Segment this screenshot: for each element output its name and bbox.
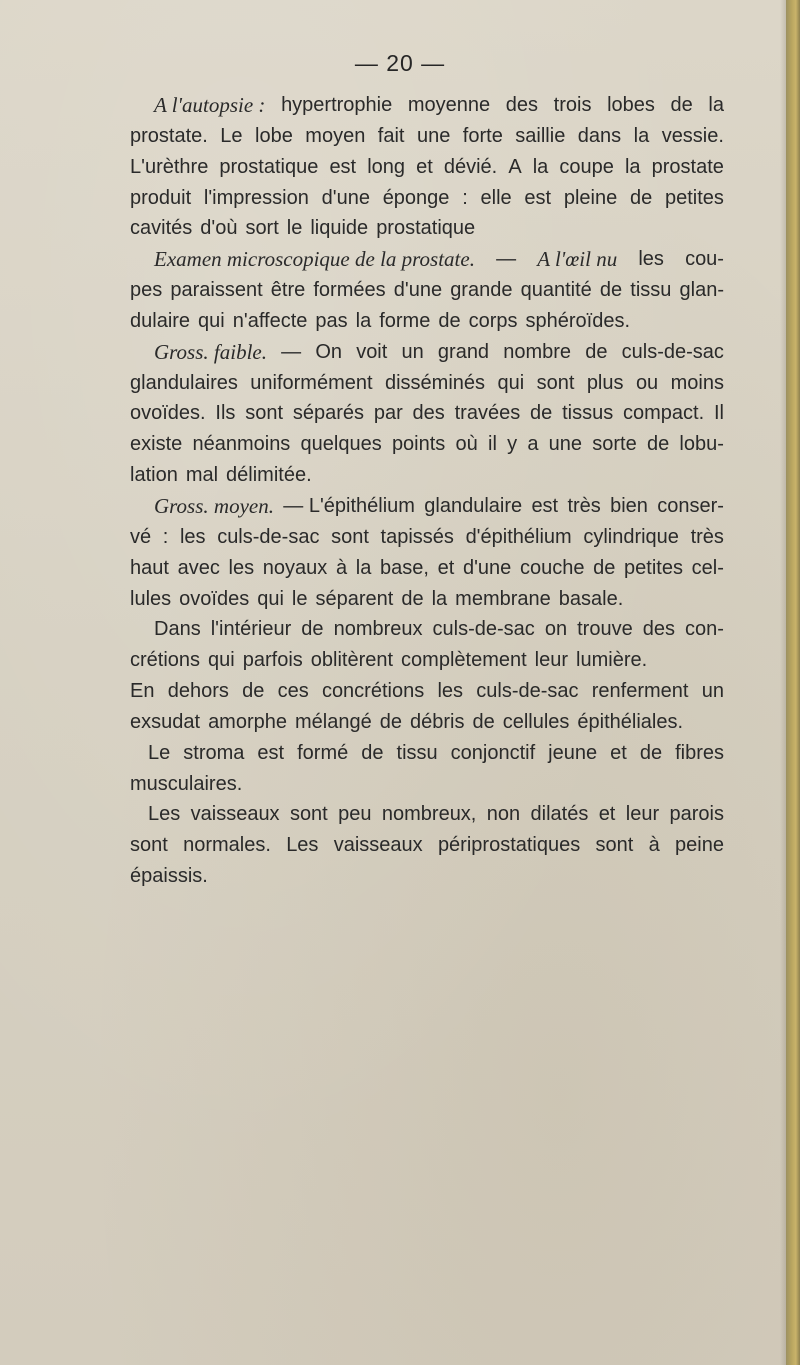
word: conjonctif bbox=[450, 741, 536, 764]
word: une bbox=[416, 124, 451, 147]
text-line bbox=[130, 275, 724, 306]
word: — L'épithélium bbox=[283, 494, 415, 517]
word: pas bbox=[315, 309, 348, 332]
word: leur bbox=[534, 649, 569, 672]
word: la bbox=[532, 155, 549, 178]
text-line bbox=[130, 121, 724, 152]
word: Il bbox=[713, 402, 724, 425]
word: conser- bbox=[657, 494, 724, 517]
word: de bbox=[629, 186, 653, 209]
text-line bbox=[130, 799, 724, 830]
word: d'une bbox=[462, 556, 512, 579]
word: on bbox=[544, 618, 568, 641]
word: quelques bbox=[300, 433, 382, 456]
word: membrane bbox=[455, 587, 551, 610]
word: de bbox=[438, 309, 461, 332]
word: de bbox=[639, 741, 663, 764]
word: vessie. bbox=[661, 124, 724, 147]
word: petites bbox=[624, 556, 683, 579]
word: grande bbox=[450, 279, 513, 302]
text-line bbox=[130, 738, 724, 769]
word: saillie bbox=[515, 124, 566, 147]
word: hypertrophie bbox=[281, 94, 393, 116]
word: moyenne bbox=[407, 94, 491, 116]
word: amorphe bbox=[208, 710, 287, 733]
text-line bbox=[130, 183, 724, 214]
word: tissus bbox=[562, 402, 614, 425]
word: le bbox=[291, 587, 308, 610]
word: tapissés bbox=[380, 525, 454, 548]
word: culs-de-sac bbox=[476, 680, 579, 703]
word: prostate bbox=[651, 155, 724, 178]
word: culs-de-sac bbox=[621, 340, 724, 363]
word: A bbox=[508, 155, 522, 178]
italic-phrase: Gross. moyen. bbox=[154, 493, 274, 518]
word: de bbox=[361, 741, 384, 764]
word: complètement bbox=[401, 649, 527, 672]
word: de bbox=[585, 340, 608, 363]
word: existe bbox=[130, 433, 183, 456]
word: sont bbox=[331, 525, 369, 548]
word: sort bbox=[245, 217, 279, 240]
text-line bbox=[130, 830, 724, 861]
word: cel- bbox=[691, 556, 724, 579]
word: sont bbox=[289, 803, 328, 826]
word: plus bbox=[586, 371, 624, 394]
word: les bbox=[228, 556, 255, 579]
word: con- bbox=[685, 618, 724, 641]
word: pes bbox=[130, 279, 163, 302]
word: fibres bbox=[675, 741, 724, 764]
word: pleine bbox=[563, 186, 618, 209]
word: elle bbox=[480, 186, 512, 209]
word: avec bbox=[177, 556, 220, 579]
word: qui bbox=[257, 587, 284, 610]
word: trois bbox=[553, 94, 592, 116]
word: tissu bbox=[630, 279, 672, 302]
word: glandulaire bbox=[424, 494, 523, 517]
word: points bbox=[391, 433, 446, 456]
text-line bbox=[130, 398, 724, 429]
word: nombreux bbox=[333, 618, 423, 641]
word: couche bbox=[519, 556, 585, 579]
word: par bbox=[373, 402, 403, 425]
word: de bbox=[472, 710, 495, 733]
word: est bbox=[531, 494, 559, 517]
word: disséminés bbox=[384, 371, 486, 394]
word: dulaire bbox=[130, 309, 191, 332]
word: est bbox=[524, 186, 552, 209]
word: peu bbox=[338, 803, 372, 826]
word: y bbox=[507, 433, 518, 456]
word: peine bbox=[675, 834, 724, 857]
word: de bbox=[593, 556, 616, 579]
word: vé bbox=[130, 525, 152, 548]
word: base, bbox=[380, 556, 429, 579]
word: tissu bbox=[396, 741, 438, 764]
word: sphéroïdes. bbox=[525, 309, 630, 332]
word: qui bbox=[198, 309, 225, 332]
word: nombreux, bbox=[381, 803, 477, 826]
word: sont bbox=[595, 834, 634, 857]
word: cavités bbox=[130, 217, 193, 240]
word: stroma bbox=[183, 741, 245, 764]
text-line bbox=[130, 676, 724, 707]
word: la bbox=[431, 587, 448, 610]
word: cou- bbox=[685, 248, 724, 271]
word: liquide bbox=[310, 217, 369, 240]
word: formé bbox=[297, 741, 349, 764]
word: qui bbox=[497, 371, 525, 394]
word: concrétions bbox=[321, 680, 425, 703]
word: sorte bbox=[592, 433, 637, 456]
word: noyaux bbox=[262, 556, 328, 579]
text-line bbox=[130, 244, 724, 275]
word: Dans bbox=[154, 618, 201, 641]
word: parois bbox=[669, 803, 724, 826]
text-line bbox=[130, 769, 724, 800]
word: les bbox=[638, 248, 664, 271]
word: est bbox=[329, 155, 357, 178]
word: On bbox=[315, 340, 343, 363]
word: des bbox=[505, 94, 539, 116]
word: renferment bbox=[591, 680, 689, 703]
word: grand bbox=[437, 340, 490, 363]
word: ces bbox=[277, 680, 309, 703]
word: prostate. bbox=[130, 124, 208, 147]
word: de bbox=[646, 433, 670, 456]
word: a bbox=[527, 433, 539, 456]
word: En bbox=[130, 680, 155, 703]
word: séparés bbox=[292, 402, 365, 425]
word: long bbox=[367, 155, 406, 178]
word: d'une bbox=[393, 279, 443, 302]
word: crétions bbox=[130, 649, 201, 672]
word: la bbox=[633, 124, 650, 147]
word: petites bbox=[664, 186, 724, 209]
word: éponge bbox=[382, 186, 450, 209]
italic-phrase: A l'autopsie : bbox=[154, 93, 266, 117]
word: glandulaires bbox=[130, 371, 238, 394]
word: : bbox=[462, 186, 468, 209]
word: lobe bbox=[255, 124, 293, 147]
word: et bbox=[598, 803, 616, 826]
word: oblitèrent bbox=[310, 649, 394, 672]
word: dilatés bbox=[530, 803, 589, 826]
word: ovoïdes bbox=[179, 587, 250, 610]
word: épithéliales. bbox=[577, 710, 684, 733]
word: dévié. bbox=[443, 155, 498, 178]
word: : bbox=[162, 525, 169, 548]
word: très bbox=[690, 525, 724, 548]
page-number: — 20 — bbox=[354, 50, 446, 76]
word: la bbox=[708, 94, 724, 116]
word: parfois bbox=[242, 649, 303, 672]
word: la bbox=[355, 309, 372, 332]
word: Les bbox=[286, 834, 319, 857]
word: travées bbox=[454, 402, 521, 425]
word: la bbox=[624, 155, 641, 178]
word: où bbox=[455, 433, 478, 456]
word: de bbox=[670, 94, 693, 116]
word: ou bbox=[635, 371, 659, 394]
word: normales. bbox=[183, 834, 271, 857]
word: n'affecte bbox=[232, 309, 308, 332]
word: lobes bbox=[607, 94, 655, 116]
italic-phrase: Examen microscopique de la prostate. bbox=[154, 247, 475, 272]
word: et bbox=[416, 155, 433, 178]
text-line bbox=[130, 861, 724, 892]
word: des bbox=[412, 402, 445, 425]
word: Les bbox=[148, 803, 181, 826]
word: non bbox=[486, 803, 521, 826]
text-line bbox=[130, 707, 724, 738]
word: Ils bbox=[215, 402, 236, 425]
italic-phrase: A l'œil nu bbox=[537, 247, 618, 272]
word: est bbox=[257, 741, 285, 764]
word: coupe bbox=[559, 155, 614, 178]
word: et bbox=[610, 741, 627, 764]
word: à bbox=[335, 556, 348, 579]
word: jeune bbox=[548, 741, 598, 764]
word: basale. bbox=[558, 587, 624, 610]
word: quantité bbox=[520, 279, 592, 302]
word: vaisseaux bbox=[190, 803, 280, 826]
word: voit bbox=[356, 340, 388, 363]
word: Le bbox=[220, 124, 243, 147]
word: cylindrique bbox=[583, 525, 679, 548]
word: sont bbox=[536, 371, 575, 394]
word: un bbox=[401, 340, 424, 363]
word: les bbox=[437, 680, 464, 703]
word: la bbox=[355, 556, 372, 579]
text-line bbox=[130, 584, 724, 615]
word: d'une bbox=[321, 186, 370, 209]
text-line bbox=[130, 491, 724, 522]
word: forte bbox=[462, 124, 503, 147]
word: lules bbox=[130, 587, 172, 610]
word: culs-de-sac bbox=[217, 525, 320, 548]
word: de bbox=[379, 710, 402, 733]
word: musculaires. bbox=[130, 772, 243, 795]
word: glan- bbox=[679, 279, 724, 302]
text-line bbox=[130, 645, 724, 676]
word: très bbox=[567, 494, 601, 517]
word: prostatique bbox=[376, 217, 476, 240]
page-edge bbox=[786, 0, 800, 1365]
word: — bbox=[496, 248, 517, 271]
word: sont bbox=[245, 402, 284, 425]
word: prostatique bbox=[219, 155, 319, 178]
word: de bbox=[599, 279, 623, 302]
word: l'intérieur bbox=[210, 618, 292, 641]
word: sont bbox=[130, 834, 168, 857]
word: nombre bbox=[503, 340, 572, 363]
word: délimitée. bbox=[226, 464, 312, 487]
word: des bbox=[642, 618, 675, 641]
word: de bbox=[301, 618, 324, 641]
text-line bbox=[130, 152, 724, 183]
word: vaisseaux bbox=[333, 834, 423, 857]
text-line bbox=[130, 368, 724, 399]
word: de bbox=[242, 680, 265, 703]
word: qui bbox=[208, 649, 235, 672]
word: de bbox=[401, 587, 424, 610]
italic-phrase: Gross. faible. bbox=[154, 339, 267, 364]
word: compact. bbox=[623, 402, 705, 425]
word: lumière. bbox=[576, 649, 648, 672]
word: à bbox=[648, 834, 660, 857]
word: être bbox=[270, 279, 306, 302]
word: un bbox=[701, 680, 724, 703]
text-line bbox=[130, 553, 724, 584]
word: ovoïdes. bbox=[130, 402, 206, 425]
word: épaissis. bbox=[130, 865, 208, 888]
word: périprostatiques bbox=[437, 834, 581, 857]
word: corps bbox=[468, 309, 518, 332]
word: l'impression bbox=[203, 186, 309, 209]
word: — bbox=[281, 340, 302, 363]
word: d'épithélium bbox=[465, 525, 572, 548]
text-line bbox=[130, 337, 724, 368]
word: débris bbox=[409, 710, 465, 733]
word: bien bbox=[610, 494, 648, 517]
word: dans bbox=[577, 124, 622, 147]
word: séparent bbox=[315, 587, 394, 610]
word: d'où bbox=[200, 217, 238, 240]
word: fait bbox=[377, 124, 405, 147]
word: il bbox=[488, 433, 497, 456]
word: Le bbox=[148, 741, 171, 764]
word: de bbox=[530, 402, 553, 425]
word: les bbox=[179, 525, 206, 548]
body-text bbox=[130, 90, 724, 892]
word: et bbox=[437, 556, 455, 579]
word: dehors bbox=[167, 680, 229, 703]
word: moins bbox=[670, 371, 724, 394]
word: trouve bbox=[577, 618, 633, 641]
word: le bbox=[286, 217, 303, 240]
word: lation bbox=[130, 464, 178, 487]
word: culs-de-sac bbox=[432, 618, 535, 641]
word: moyen bbox=[305, 124, 366, 147]
word: produit bbox=[130, 186, 192, 209]
word: formées bbox=[313, 279, 386, 302]
word: forme bbox=[379, 309, 431, 332]
text-line bbox=[130, 460, 724, 491]
word: néanmoins bbox=[192, 433, 291, 456]
word: lobu- bbox=[679, 433, 724, 456]
text-line bbox=[130, 90, 724, 121]
word: L'urèthre bbox=[130, 155, 209, 178]
text-line bbox=[130, 213, 724, 244]
text-line bbox=[130, 429, 724, 460]
text-line bbox=[130, 522, 724, 553]
word: exsudat bbox=[130, 710, 201, 733]
word: mélangé bbox=[295, 710, 372, 733]
word: cellules bbox=[502, 710, 570, 733]
word: haut bbox=[130, 556, 169, 579]
word: leur bbox=[625, 803, 660, 826]
word: une bbox=[548, 433, 583, 456]
word: paraissent bbox=[170, 279, 263, 302]
text-line bbox=[130, 306, 724, 337]
word: mal bbox=[185, 464, 219, 487]
word: uniformément bbox=[250, 371, 373, 394]
text-line bbox=[130, 614, 724, 645]
